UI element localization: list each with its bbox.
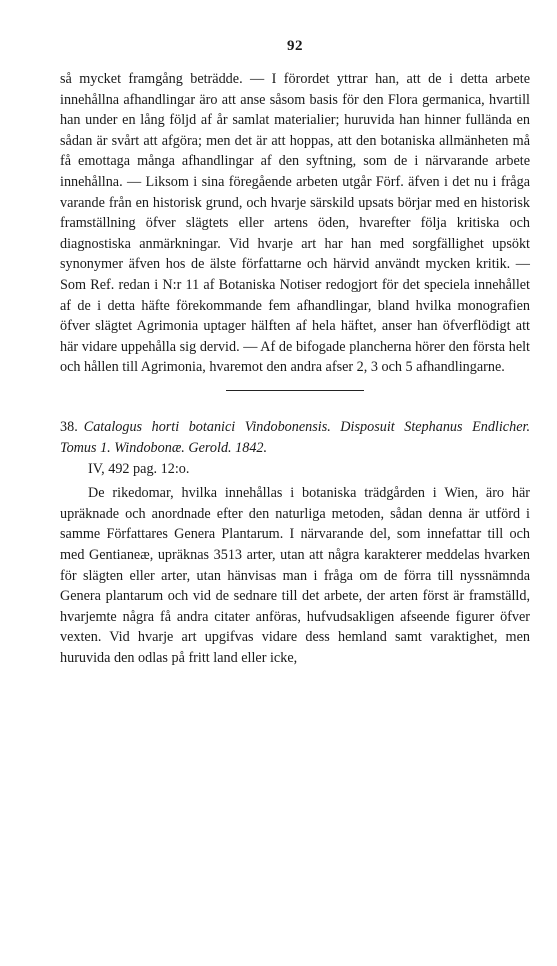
section-divider bbox=[226, 390, 364, 392]
entry-details: IV, 492 pag. 12:o. bbox=[88, 460, 190, 477]
entry-number: 38. bbox=[60, 419, 78, 436]
review-paragraph: De rikedomar, hvilka innehållas i botaniska trädgården i Wien, äro här upräknade och anordnade efter den naturliga metoden, sådan denna är utförd i samme Författares Genera Plantarum. I närvarande del, som innefattar till och med Gentianeæ, upräknas 3513 arter, utan att några karakterer meddelas hvarken för slägten eller arter, utan hänvisas man i fråga om de förra till nyssnämnda Genera plantarum och vid de sednare till det arbete, der arten först är framställd, hvarjemte några få andra citater anföras, hufvudsakligen afseende figurer öfver vexten. Vid hvarje art upgifvas vidare dess hemland samt varaktighet, men huruvida den odlas på fritt land eller icke, bbox=[60, 485, 530, 666]
page-number: 92 bbox=[287, 38, 303, 54]
entry-title: Catalogus horti botanici Vindobonensis. Disposuit Stephanus Endlicher. Tomus 1. Windobonæ. Gerold. 1842. bbox=[60, 419, 530, 456]
review-paragraph-continued: så mycket framgång beträdde. — I förordet yttrar han, att de i detta arbete innehållna afhandlingar äro att anse såsom basis för den Flora germanica, hvartill han under en lång följd af år samlat materialier; huruvida han hinner fullända en sådan är svårt att afgöra; men det är att hoppas, att den botaniska allmänheten må få emottaga många afhandlingar af den syftning, som de i närvarande arbete innehållna. — Liksom i sina föregående arbeten utgår Förf. äfven i det nu i fråga varande från en historisk grund, och hvarje särskild upsats börjar med en historisk framställning öfver slägtets eller artens öden, hvarefter följa kritiska och diagnostiska anmärkningar. Vid hvarje art har han med sorgfällighet upsökt synonymer äfven hos de älste författarne och härvid användt mycken kritik. — Som Ref. redan i N:r 11 af Botaniska Notiser redogjort för det speciela innehållet af de i detta häfte förekommande fem afhandlingar, bland hvilka monografien öfver slägtet Agrimonia uptager hälften af hela häftet, anser han öfverflödigt att här vidare uppehålla sig dervid. — Af de bifogade plancherna hörer den första helt och hållen till Agrimonia, hvaremot den andra afser 2, 3 och 5 afhandlingarne. bbox=[60, 71, 530, 376]
entry-heading bbox=[60, 417, 530, 479]
book-page bbox=[60, 38, 530, 669]
